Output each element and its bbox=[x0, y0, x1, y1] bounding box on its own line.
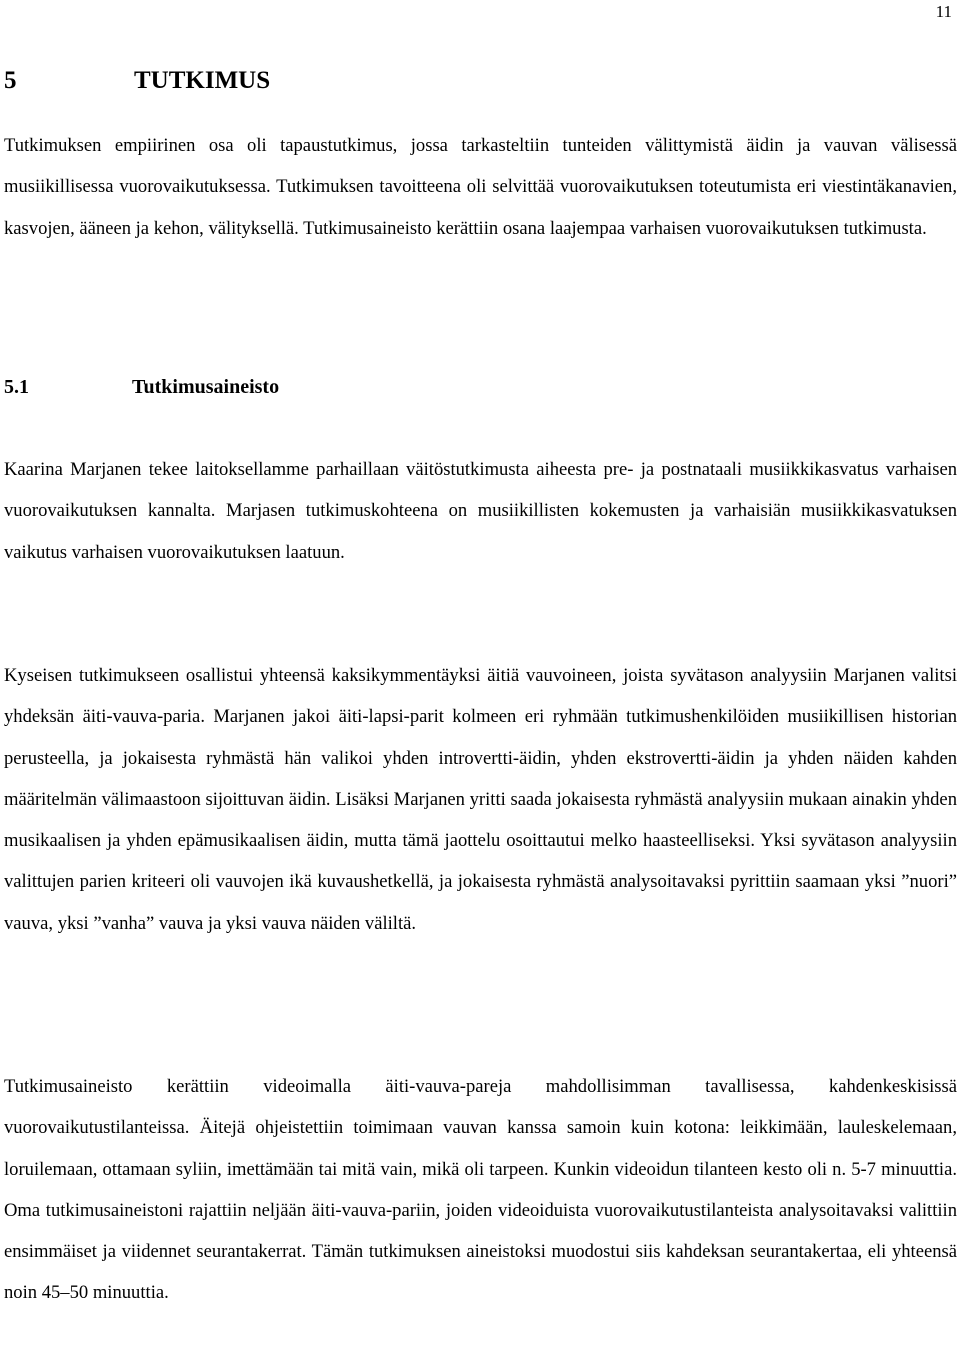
chapter-number: 5 bbox=[4, 67, 17, 94]
chapter-title: TUTKIMUS bbox=[134, 67, 271, 94]
section-title: Tutkimusaineisto bbox=[132, 376, 280, 398]
body-paragraph-2: Kyseisen tutkimukseen osallistui yhteensä kaksikymmentäyksi äitiä vauvoineen, joista syvätason analyysiin Marjanen valitsi yhdeksän äiti-vauva-paria. Marjanen jakoi äiti-lapsi-parit kolmeen eri ryhmään tutkimushenkilöiden musiikillisen historian perusteella, ja jokaisesta ryhmästä hän valikoi yhden introvertti-äidin, yhden ekstrovertti-äidin ja yhden näiden kahden määritelmän välimaastoon sijoittuvan äidin. Lisäksi Marjanen yritti saada jokaisesta ryhmästä analyysiin mukaan ainakin yhden musikaalisen ja yhden epämusikaalisen äidin, mutta tämä jaottelu osoittautui melko haasteelliseksi. Yksi syvätason analyysiin valittujen parien kriteeri oli vauvojen ikä kuvaushetkellä, ja jokaisesta ryhmästä analysoitavaksi pyrittiin saamaan yksi ”nuori” vauva, yksi ”vanha” vauva ja yksi vauva näiden väliltä. bbox=[4, 665, 957, 934]
chapter-heading bbox=[4, 64, 604, 98]
section-heading bbox=[4, 372, 604, 402]
section-number: 5.1 bbox=[4, 376, 29, 398]
intro-paragraph: Tutkimuksen empiirinen osa oli tapaustutkimus, jossa tarkasteltiin tunteiden välittymistä äidin ja vauvan välisessä musiikillisessa vuorovaikutuksessa. Tutkimuksen tavoitteena oli selvittää vuorovaikutuksen toteutumista eri viestintäkanavien, kasvojen, ääneen ja kehon, välityksellä. Tutkimusaineisto kerättiin osana laajempaa varhaisen vuorovaikutuksen tutkimusta. bbox=[4, 135, 957, 239]
page-number: 11 bbox=[935, 2, 952, 21]
body-paragraph-1: Kaarina Marjanen tekee laitoksellamme parhaillaan väitöstutkimusta aiheesta pre- ja postnataali musiikkikasvatus varhaisen vuorovaikutuksen kannalta. Marjasen tutkimuskohteena on musiikillisten kokemusten ja varhaisiän musiikkikasvatuksen vaikutus varhaisen vuorovaikutuksen laatuun. bbox=[4, 459, 957, 563]
body-paragraph-3: Tutkimusaineisto kerättiin videoimalla äiti-vauva-pareja mahdollisimman tavallisessa, kahdenkeskisissä vuorovaikutustilanteissa. Äitejä ohjeistettiin toimimaan vauvan kanssa samoin kuin kotona: leikkimään, lauleskelemaan, loruilemaan, ottamaan syliin, imettämään tai mitä vain, mikä oli tarpeen. Kunkin videoidun tilanteen kesto oli n. 5-7 minuuttia. Oma tutkimusaineistoni rajattiin neljään äiti-vauva-pariin, joiden videoiduista vuorovaikutustilanteista analysoitavaksi valittiin ensimmäiset ja viidennet seurantakerrat. Tämän tutkimuksen aineistoksi muodostui siis kahdeksan seurantakertaa, eli yhteensä noin 45–50 minuuttia. bbox=[4, 1076, 957, 1304]
